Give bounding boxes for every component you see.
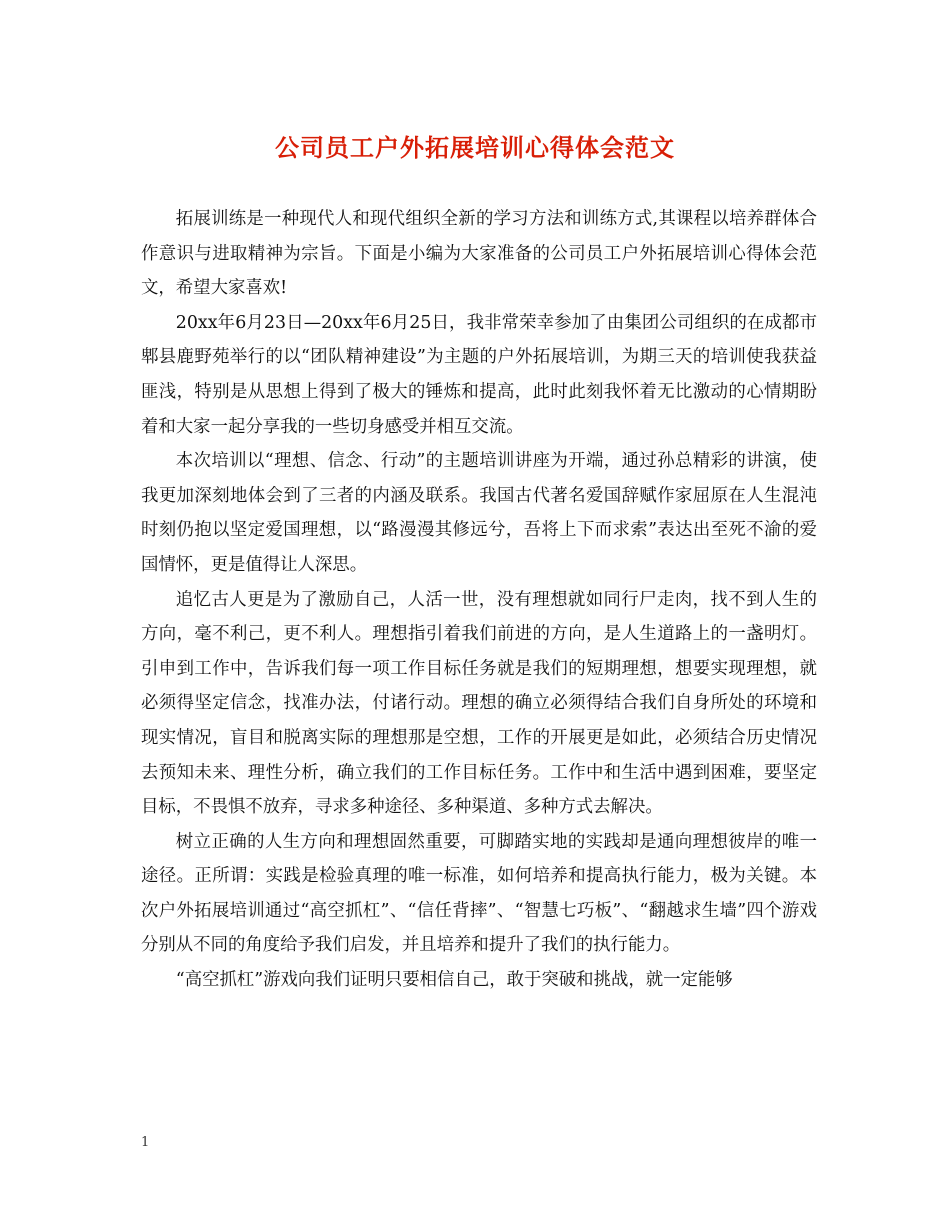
document-title: 公司员工户外拓展培训心得体会范文 [275,133,675,162]
paragraph-intro: 拓展训练是一种现代人和现代组织全新的学习方法和训练方式,其课程以培养群体合作意识与进取精神为宗旨。下面是小编为大家准备的公司员工户外拓展培训心得体会范文，希望大家喜欢! [141,209,817,299]
paragraph-theme: 本次培训以“理想、信念、行动”的主题培训讲座为开端，通过孙总精彩的讲演，使我更加深刻地体会到了三者的内涵及联系。我国古代著名爱国辞赋作家屈原在人生混沌时刻仍抱以坚定爱国理想，以“路漫漫其修远兮，吾将上下而求索”表达出至死不渝的爱国情怀，更是值得让人深思。 [141,451,817,575]
paragraph-ideal: 追忆古人更是为了激励自己，人活一世，没有理想就如同行尸走肉，找不到人生的方向，毫不利己，更不利人。理想指引着我们前进的方向，是人生道路上的一盏明灯。引申到工作中，告诉我们每一项工作目标任务就是我们的短期理想，想要实现理想，就必须得坚定信念，找准办法，付诸行动。理想的确立必须得结合我们自身所处的环境和现实情况，盲目和脱离实际的理想那是空想，工作的开展更是如此，必须结合历史情况去预知未来、理性分析，确立我们的工作目标任务。工作中和生活中遇到困难，要坚定目标，不畏惧不放弃，寻求多种途径、多种渠道、多种方式去解决。 [141,589,817,818]
page-number: 1 [141,1135,150,1150]
paragraph-high-bar: “高空抓杠”游戏向我们证明只要相信自己，敢于突破和挑战，就一定能够 [175,970,733,991]
paragraph-date: 20xx年6月23日—20xx年6月25日，我非常荣幸参加了由集团公司组织的在成都市郫县鹿野苑举行的以“团队精神建设”为主题的户外拓展培训，为期三天的培训使我获益匪浅，特别是从思想上得到了极大的锤炼和提高，此时此刻我怀着无比激动的心情期盼着和大家一起分享我的一些切身感受并相互交流。 [141,312,817,437]
paragraph-practice: 树立正确的人生方向和理想固然重要，可脚踏实地的实践却是通向理想彼岸的唯一途径。正所谓：实践是检验真理的唯一标准，如何培养和提高执行能力，极为关键。本次户外拓展培训通过“高空抓杠”、“信任背摔”、“智慧七巧板”、“翻越求生墙”四个游戏分别从不同的角度给予我们启发，并且培养和提升了我们的执行能力。 [141,831,817,956]
document-body [141,202,817,998]
